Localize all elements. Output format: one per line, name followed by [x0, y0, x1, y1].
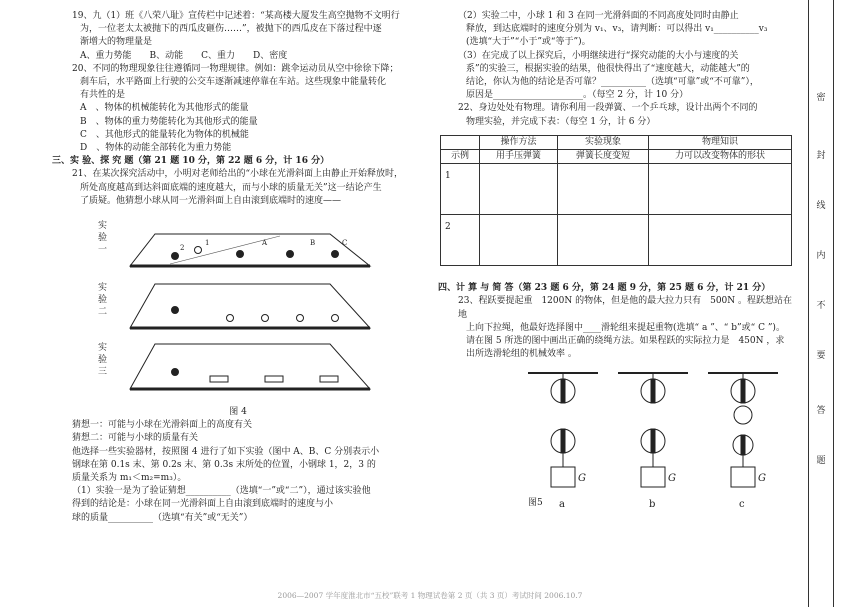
table-row-number: 1 — [441, 164, 480, 215]
q20-opt-d: D 、物体的动能全部转化为重力势能 — [80, 143, 232, 154]
table-header-cell: 实验现象 — [558, 135, 649, 149]
q20-line2: 刹车后，水平路面上行驶的公交车逐渐减速停靠在车站。这些现象中能量转化 — [80, 77, 387, 88]
exp3-char-3: 三 — [98, 367, 108, 378]
label-c: c — [739, 499, 745, 511]
sub2-line2: 释放，到达底端时的速度分别为 v₁、v₃，请判断：可以得出 v₁__________v₃ — [466, 24, 768, 35]
incline-1 — [130, 234, 370, 266]
sidebar-char: 密 — [816, 93, 826, 103]
ball-2-3 — [262, 315, 269, 322]
q23-line1: 23、程跃要提起重 1200N 的物体，但是他的最大拉力只有 500N 。程跃想站在地 — [458, 296, 793, 320]
sub1-line2: 得到的结论是：小球在同一光滑斜面上自由滚到底端时的速度与小 — [72, 499, 334, 510]
ball-label-2: 2 — [180, 244, 185, 253]
table-example-row — [441, 150, 792, 164]
exp1-char-3: 一 — [98, 245, 108, 256]
sidebar-char: 封 — [816, 151, 826, 161]
left-column — [52, 10, 424, 525]
q21-line3: 了质疑。他猜想小球从同一光滑斜面上自由滚到底端时的速度—— — [80, 195, 342, 206]
ball-1-a — [237, 251, 244, 258]
method-line3: 质量关系为 m₁＜m₂=m₃）。 — [72, 473, 187, 484]
sub1-line3: 球的质量__________（选填“有关”或“无关”） — [72, 512, 253, 523]
q22-line1: 22、身边处处有物理。请你利用一段弹簧、一个乒乓球，设计出两个不同的 — [458, 103, 758, 114]
q20-line1: 20、不同的物理现象往往遵循同一物理规律。例如：跳伞运动员从空中徐徐下降； — [72, 63, 399, 74]
ball-1-b — [287, 251, 294, 258]
ball-1-1 — [195, 247, 202, 254]
sidebar-char: 不 — [816, 301, 826, 311]
right-column — [438, 10, 800, 511]
q21-line1: 21、在某次探究活动中，小明对老师给出的“小球在光滑斜面上由静止开始释放时， — [72, 169, 404, 180]
ball-3-1 — [172, 369, 179, 376]
table-row — [441, 215, 792, 266]
table-blank-cell[interactable] — [648, 164, 791, 215]
q20-line3: 有共性的是 — [80, 90, 126, 101]
ball-2-2 — [227, 315, 234, 322]
figure-5-pulleys — [528, 367, 788, 517]
weight-label-a: G — [578, 473, 586, 485]
table-blank-cell[interactable] — [558, 164, 649, 215]
guess1: 猜想一：可能与小球在光滑斜面上的高度有关 — [72, 420, 253, 431]
q23-line4: 出所选滑轮组的机械效率 。 — [466, 349, 577, 360]
exp3-char-2: 验 — [98, 355, 108, 366]
exp2-char-3: 二 — [98, 307, 108, 318]
block-3-1 — [210, 376, 228, 382]
exp1-char-2: 验 — [98, 233, 108, 244]
sub3-line3: 结论，你认为他的结论是否可靠？__________（选填“可靠”或“不可靠”）， — [466, 77, 759, 88]
table-header-cell: 物理知识 — [648, 135, 791, 149]
q19-line3: 渐增大的物理量是 — [80, 37, 153, 48]
table-blank-cell[interactable] — [480, 164, 558, 215]
sub2-line1: （2）实验二中，小球 1 和 3 在同一光滑斜面的不同高度处同时由静止 — [458, 11, 739, 21]
table-cell: 用手压弹簧 — [480, 150, 558, 164]
weight-c — [731, 467, 755, 487]
figure-5-caption: 图5 — [528, 498, 543, 509]
table-header-cell: 操作方法 — [480, 135, 558, 149]
weight-label-b: G — [668, 473, 676, 485]
sidebar-char: 答 — [816, 406, 826, 416]
section4-heading: 四、计 算 与 简 答（第 23 题 6 分，第 24 题 9 分，第 25 题 6 分，计 21 分） — [438, 283, 771, 294]
q23-line3: 请在图 5 所选的图中画出正确的绕绳方法。如果程跃的实际拉力是 450N ，求 — [466, 336, 785, 347]
ball-1-c — [332, 251, 339, 258]
q21-line2: 所处高度越高到达斜面底端的速度越大，而与小球的质量无关”这一结论产生 — [80, 182, 382, 193]
exp2-char-2: 验 — [98, 295, 108, 306]
method-line2: 钢球在第 0.1s 末、第 0.2s 末、第 0.3s 末所处的位置，小钢球 1，2，3 的 — [72, 459, 376, 470]
q23-line2: 上向下拉绳，他最好选择图中____滑轮组来提起重物(选填“ a ”、“ b”或“ C ”)。 — [466, 322, 785, 333]
section3-heading: 三、实 验、探 究 题（第 21 题 10 分，第 22 题 6 分，计 16 分） — [52, 156, 330, 167]
sub1-line1: （1）实验一是为了验证猜想__________（选填“一”或“二”），通过该实验他 — [72, 486, 371, 497]
figure-4-inclines — [80, 214, 380, 404]
table-cell: 力可以改变物体的形状 — [648, 150, 791, 164]
weight-a — [551, 467, 575, 487]
experiment-table — [440, 135, 792, 266]
table-blank-cell[interactable] — [558, 215, 649, 266]
q19-line2: 为，一位老太太被抛下的西瓜皮砸伤……”，被抛下的西瓜皮在下落过程中逐 — [80, 24, 382, 35]
ball-2-4 — [297, 315, 304, 322]
q20-opt-b: B 、物体的重力势能转化为其他形式的能量 — [80, 116, 258, 127]
label-c: C — [342, 239, 348, 248]
table-row-number: 2 — [441, 215, 480, 266]
q20-opt-a: A 、物体的机械能转化为其他形式的能量 — [80, 103, 249, 114]
table-cell: 弹簧长度变短 — [558, 150, 649, 164]
ball-2-5 — [332, 315, 339, 322]
seal-line-sidebar — [808, 0, 834, 607]
ball-1-2 — [172, 253, 179, 260]
sidebar-char: 题 — [816, 456, 826, 466]
guess2: 猜想二：可能与小球的质量有关 — [72, 433, 199, 444]
label-a: a — [559, 499, 565, 511]
pulley-c-fixed-small — [734, 406, 752, 424]
label-b: B — [310, 239, 316, 248]
block-3-2 — [265, 376, 283, 382]
weight-label-c: G — [758, 473, 766, 485]
table-blank-cell[interactable] — [480, 215, 558, 266]
table-cell: 示例 — [441, 150, 480, 164]
page-footer: 2006—2007 学年度淮北市“五校”联考 1 物理试卷第 2 页（共 3 页）考试时间 2006.10.7 — [277, 591, 583, 600]
table-row — [441, 164, 792, 215]
ball-2-1 — [172, 307, 179, 314]
sub3-line1: （3）在完成了以上探究后，小明继续进行“探究动能的大小与速度的关 — [458, 50, 739, 61]
sub3-line2: 系”的实验三，根据实验的结果，他很快得出了“速度越大，动能越大”的 — [466, 63, 750, 74]
block-3-3 — [320, 376, 338, 382]
q19-line1: 19、九（1）班《八荣八耻》宣传栏中记述着：“某高楼大厦发生高空抛物不文明行 — [72, 11, 400, 21]
q19-options: A、重力势能 B、动能 C、重力 D、密度 — [80, 50, 288, 61]
exp1-char-1: 实 — [98, 221, 108, 232]
sidebar-char: 要 — [816, 351, 826, 361]
figure-4-caption: 图 4 — [229, 407, 247, 418]
weight-b — [641, 467, 665, 487]
label-b: b — [649, 499, 656, 511]
ball-label-1: 1 — [205, 239, 210, 248]
table-header-cell — [441, 135, 480, 149]
q22-line2: 物理实验，并完成下表：（每空 1 分，计 6 分） — [466, 116, 656, 127]
q20-opt-c: C 、其他形式的能量转化为物体的机械能 — [80, 129, 249, 140]
sidebar-char: 线 — [816, 201, 826, 211]
table-blank-cell[interactable] — [648, 215, 791, 266]
exp3-char-1: 实 — [98, 343, 108, 354]
method-line1: 他选择一些实验器材，按照图 4 进行了如下实验（图中 A、B、C 分别表示小 — [72, 446, 380, 457]
sub2-line3: (选填“大于”“小于”或“等于”)。 — [466, 37, 591, 48]
label-a: A — [262, 239, 268, 248]
sub3-line4: 原因是____________________。（每空 2 分，计 10 分） — [466, 90, 689, 101]
exp2-char-1: 实 — [98, 283, 108, 294]
sidebar-char: 内 — [816, 251, 826, 261]
table-header-row — [441, 135, 792, 149]
